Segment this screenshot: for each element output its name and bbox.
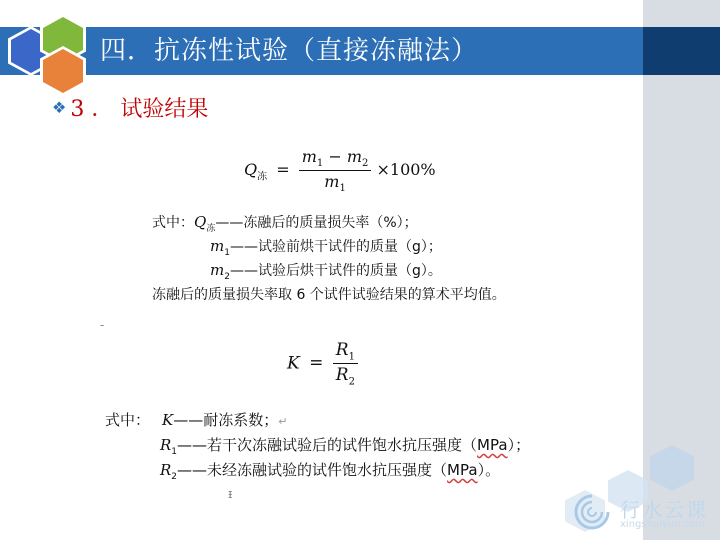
slide-title: 四．抗冻性试验（直接冻融法）	[100, 36, 479, 66]
den-sub: 1	[339, 183, 346, 195]
separator-mark: -	[100, 318, 105, 332]
formula1-denominator	[299, 171, 372, 194]
watermark-swirl-icon	[572, 492, 612, 532]
formula1-fraction	[299, 147, 372, 194]
equals-sign-2: =	[309, 353, 324, 374]
formula1-lhs: Q	[244, 160, 258, 180]
equals-sign: =	[276, 160, 290, 180]
legend2-row3-sym: R	[160, 461, 172, 479]
legend2-row2-unit: MPa	[477, 436, 508, 454]
num-r: R	[335, 340, 349, 360]
legend2-lead: 式中：	[105, 411, 151, 429]
return-mark-icon: ↵	[278, 415, 288, 428]
legend2-row3-unit: MPa	[447, 461, 478, 479]
title-bar-accent	[643, 27, 720, 75]
legend1-row2-sym: m	[210, 237, 225, 255]
num-minus: − m	[323, 147, 363, 166]
legend2-row2	[160, 434, 530, 457]
watermark-url: xingshuiyun.com	[620, 519, 706, 530]
den-r-sub: 2	[348, 376, 355, 388]
legend2-row2-end: ）；	[507, 436, 531, 454]
formula2-numerator	[333, 340, 358, 364]
legend2-row2-text: ——若干次冻融试验后的试件饱水抗压强度（	[177, 436, 478, 454]
num-m: m	[301, 147, 317, 166]
section-heading	[52, 92, 208, 123]
legend1-row1	[152, 212, 418, 234]
cursor-mark: ᵻ	[228, 487, 233, 501]
mass-loss-formula	[244, 147, 436, 194]
legend1-row3-text: ——试验后烘干试件的质量（g）。	[229, 263, 442, 279]
legend2-row3-end: ）。	[477, 461, 501, 479]
formula2-denominator	[333, 364, 358, 387]
legend1-row2	[210, 236, 442, 258]
legend2-row3-sub: 2	[171, 472, 178, 482]
legend2-row2-sub: 1	[171, 447, 178, 457]
num-sub2: 2	[362, 158, 369, 170]
legend1-row1-text: ——冻融后的质量损失率（%）；	[215, 215, 418, 231]
legend1-row1-sub: 冻	[206, 223, 216, 234]
legend2-row3	[160, 459, 500, 482]
legend2-row3-text: ——未经冻融试验的试件饱水抗压强度（	[177, 461, 448, 479]
legend1-row3-sym: m	[210, 261, 225, 279]
formula1-numerator	[299, 147, 372, 171]
formula1-lhs-sub: 冻	[257, 171, 268, 183]
num-r-sub: 1	[348, 351, 355, 363]
den-r: R	[335, 365, 349, 386]
legend1-row2-text: ——试验前烘干试件的质量（g）；	[229, 239, 442, 255]
legend2-row1	[105, 409, 287, 430]
formula2-fraction	[333, 340, 358, 388]
formula1-times: ×100%	[376, 160, 436, 180]
legend1-row2-sub: 1	[224, 247, 230, 258]
watermark-brand: 行水云课	[620, 498, 708, 522]
legend1-row1-sym: Q	[194, 213, 207, 231]
legend1-note: 冻融后的质量损失率取 6 个试件试验结果的算术平均值。	[152, 287, 506, 303]
den-m: m	[324, 172, 340, 192]
legend2-row1-text: ——耐冻系数；	[173, 411, 279, 429]
section-heading-text: 3 ． 试验结果	[70, 97, 209, 122]
legend1-row3-sub: 2	[224, 271, 230, 282]
legend2-row2-sym: R	[160, 436, 172, 454]
frost-coefficient-formula	[287, 340, 358, 388]
legend1-lead: 式中：	[152, 215, 194, 231]
diamond-bullet-icon: ❖	[52, 98, 67, 117]
num-sub1: 1	[316, 158, 324, 170]
formula2-lhs: K	[287, 353, 300, 374]
legend1-row3	[210, 260, 442, 282]
legend2-row1-sym: K	[162, 411, 174, 429]
